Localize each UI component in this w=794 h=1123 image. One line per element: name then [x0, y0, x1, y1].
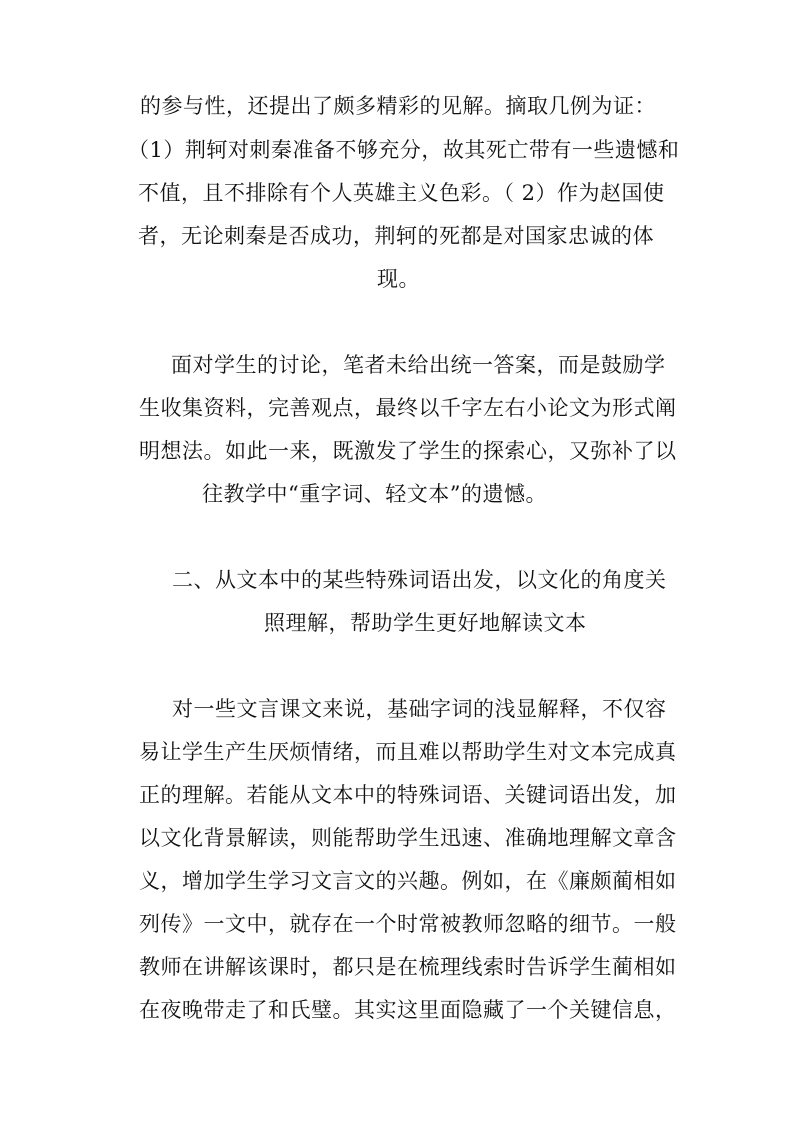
- paragraph-line: 的参与性，还提出了颇多精彩的见解。摘取几例为证：: [140, 94, 656, 118]
- paragraph-line: 面对学生的讨论，笔者未给出统一答案，而是鼓励学: [171, 353, 666, 377]
- section-heading-line: 二、从文本中的某些特殊词语出发，以文化的角度关: [172, 568, 667, 592]
- paragraph-line: 易让学生产生厌烦情绪，而且难以帮助学生对文本完成真: [139, 740, 677, 764]
- paragraph-line: 正的理解。若能从文本中的特殊词语、关键词语出发，加: [139, 783, 677, 807]
- paragraph-line: 义，增加学生学习文言文的兴趣。例如，在《廉颇蔺相如: [139, 869, 677, 893]
- paragraph-line: 在夜晚带走了和氏璧。其实这里面隐藏了一个关键信息，: [139, 998, 677, 1022]
- paragraph-line: 列传》一文中，就存在一个时常被教师忽略的细节。一般: [139, 912, 677, 936]
- paragraph-line: 者，无论刺秦是否成功，荆轲的死都是对国家忠诚的体: [138, 224, 654, 248]
- paragraph-line: 往教学中“重字词、轻文本”的遗憾。: [202, 482, 547, 506]
- paragraph-line: 明想法。如此一来，既激发了学生的探索心，又弥补了以: [139, 439, 677, 463]
- paragraph-line: 生收集资料，完善观点，最终以千字左右小论文为形式阐: [139, 396, 677, 420]
- section-heading-line: 照理解，帮助学生更好地解读文本: [264, 611, 587, 635]
- paragraph-line: 对一些文言课文来说，基础字词的浅显解释，不仅容: [172, 697, 667, 721]
- paragraph-line: （1）荆轲对刺秦准备不够充分，故其死亡带有一些遗憾和: [128, 138, 680, 162]
- paragraph-line: 现。: [377, 267, 420, 291]
- paragraph-line: 教师在讲解该课时，都只是在梳理线索时告诉学生蔺相如: [139, 955, 677, 979]
- paragraph-line: 以文化背景解读，则能帮助学生迅速、准确地理解文章含: [139, 826, 677, 850]
- paragraph-line: 不值，且不排除有个人英雄主义色彩。（ 2）作为赵国使: [138, 181, 665, 205]
